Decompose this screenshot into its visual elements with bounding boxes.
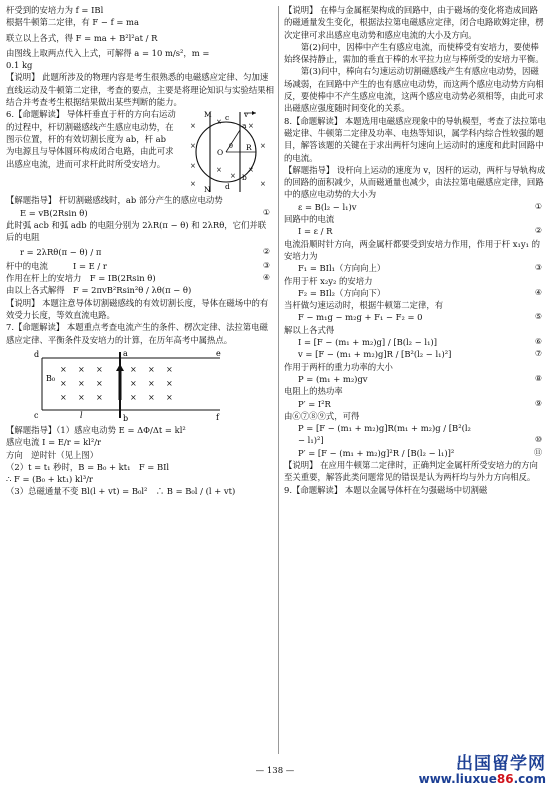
text-paragraph: 电流沿顺时针方向，两金属杆都要受到安培力作用，作用于杆 x₁y₁ 的安培力为 <box>284 238 540 261</box>
svg-text:×: × <box>78 392 85 402</box>
svg-text:×: × <box>216 118 222 127</box>
equation-r1: ε = B(l₂ − l₁)v ① <box>298 201 542 212</box>
rail-diagram <box>30 348 230 422</box>
figure-ring-circuit <box>180 108 272 194</box>
text-line: 解以上各式得 <box>284 324 335 335</box>
question-8-intro: 8.【命题解读】 本题选用电磁感应现象中的导轨模型，考查了法拉第电磁定律、牛顿第二定律及功率、电热等知识，属学科内综合性较强的题目，解答该题的关键在于求出两杆匀速向上运动时的速度和此时回路中的电流。 <box>284 115 546 163</box>
svg-text:×: × <box>130 378 137 388</box>
right-column <box>284 4 546 756</box>
equation-r10: P = [F − (m₁ + m₂)g]R(m₁ + m₂)g / [B²(l₂ <box>298 423 471 434</box>
page-number: — 138 — <box>255 766 295 776</box>
text-line: 作用于杆 x₂y₂ 的安培力 <box>284 275 373 286</box>
label-d: d <box>225 182 230 192</box>
text-line: 当杆做匀速运动时，根据牛顿第二定律，有 <box>284 300 444 311</box>
equation-r7: v = [F − (m₁ + m₂)g]R / [B²(l₂ − l₁)²] ⑦ <box>298 349 542 360</box>
label-c: c <box>225 113 230 123</box>
note-paragraph: 【说明】 在应用牛顿第二定律时，正确判定金属杆所受安培力的方向至关重要，解答此类问题常见的错误是认为两杆均与外力方向相反。 <box>284 459 538 483</box>
svg-text:×: × <box>148 392 155 402</box>
text-line: 0.1 kg <box>6 60 33 71</box>
svg-text:×: × <box>148 378 155 388</box>
svg-text:×: × <box>130 364 137 374</box>
svg-text:×: × <box>248 166 254 175</box>
svg-text:×: × <box>60 364 67 374</box>
equation-r5: F − m₁g − m₂g + F₁ − F₂ = 0 ⑤ <box>298 312 542 323</box>
svg-text:×: × <box>166 392 173 402</box>
equation-1: E = vB(2Rsin θ) ① <box>20 207 270 218</box>
label-e: e <box>216 348 221 358</box>
svg-text:×: × <box>190 142 196 151</box>
label-f: f <box>216 412 219 422</box>
svg-text:×: × <box>190 162 196 171</box>
left-column <box>6 4 274 766</box>
question-6-intro: 6.【命题解读】 导体杆垂直于杆的方向右运动的过程中，杆切割磁感线产生感应电动势，在图示位置，杆的有效切割长度为 ab，杆 ab 为电源且与导体圆环构成闭合电路，由此可求出感应电流，进而可求杆此时所受安培力。 <box>6 109 176 169</box>
note-paragraph: 【说明】 本题注意导体切割磁感线的有效切割长度，导体在磁场中的有效受力长度，等效直流电路。 <box>6 297 269 321</box>
column-divider <box>278 6 279 754</box>
equation-3: 杆中的电流 I = E / r ③ <box>6 260 270 271</box>
svg-text:×: × <box>260 180 266 189</box>
label-d: d <box>34 349 40 359</box>
svg-text:×: × <box>78 378 85 388</box>
svg-text:×: × <box>216 166 222 175</box>
text-line: 感应电流 I = E/r = kl²/r <box>6 437 102 448</box>
svg-text:×: × <box>248 122 254 131</box>
svg-text:×: × <box>230 172 236 181</box>
note-paragraph: 【说明】 此题所涉及的物理内容是考生很熟悉的电磁感应定律、匀加速直线运动及牛顿第二定律，考查的要点，主要是将理论知识与实验结果相结合并考查考生根据结果做出某些判断的能力。 <box>6 72 274 108</box>
equation-r2: I = ε / R ② <box>298 226 542 237</box>
svg-text:×: × <box>148 364 155 374</box>
label-a: a <box>123 348 128 358</box>
label-c: c <box>34 410 39 420</box>
svg-text:×: × <box>60 392 67 402</box>
note-paragraph: 【说明】 在棒与金属框架构成的回路中，由于磁场的变化将造成回路的磁通量发生变化，根据法拉第电磁感应定律，闭合电路欧姆定律，楞次定律可求出感应电动势和感应电流的大小及方向。 <box>284 5 544 40</box>
equation-r10-cont: − l₁)²] ⑩ <box>298 435 542 446</box>
text-line: （3）总磁通量不变 Bl(l + vt) = B₀l² ∴ B = B₀l / (l + vt) <box>6 486 236 497</box>
label-b: b <box>123 413 129 422</box>
label-N: N <box>204 185 211 195</box>
question-7-guide: 【解题指导】（1）感应电动势 E = ΔΦ/Δt = kl² <box>6 424 186 435</box>
equation-r6: I = [F − (m₁ + m₂)g] / [B(l₂ − l₁)] ⑥ <box>298 337 542 348</box>
svg-text:×: × <box>166 378 173 388</box>
svg-text:×: × <box>190 122 196 131</box>
svg-text:×: × <box>166 364 173 374</box>
ring-diagram <box>180 108 272 194</box>
text-line: 方向 逆时针（见上图） <box>6 449 99 460</box>
site-logo <box>419 755 546 786</box>
question-8-guide: 【解题指导】 设杆向上运动的速度为 v，因杆的运动，两杆与导轨构成的回路的面积减少，从而磁通量也减少，由法拉第电磁感应定律，回路中的感应电动势的大小为 <box>284 164 546 200</box>
text-paragraph: 第(2)问中，因棒中产生有感应电流，而使棒受有安培力，要使棒始终保持静止，需加的垂直于棒的水平拉力应与棒所受的安培力平衡。 <box>284 41 544 65</box>
svg-text:×: × <box>190 180 196 189</box>
text-line: 此时弧 acb 和弧 adb 的电阻分别为 2λR(π − θ) 和 2λRθ，它们并联后的电阻 <box>6 219 267 243</box>
text-line: 电阻上的热功率 <box>284 386 343 397</box>
svg-text:×: × <box>78 364 85 374</box>
label-B0: B₀ <box>46 373 56 383</box>
equation: 联立以上各式，得 F = ma + B²l²at / R <box>6 32 158 43</box>
equation-r3: F₁ = BIl₁（方向向上） ③ <box>298 263 542 274</box>
svg-text:×: × <box>96 378 103 388</box>
label-a: a <box>242 121 247 131</box>
equation-r4: F₂ = BIl₂（方向向下） ④ <box>298 287 542 298</box>
question-9-intro: 9.【命题解读】 本题以金属导体杆在匀强磁场中切割磁 <box>284 484 488 495</box>
logo-url: www.liuxue86.com <box>418 772 546 786</box>
figure-rail-field <box>30 348 230 422</box>
text-line: （2）t = t₁ 秒时，B = B₀ + kt₁ F = BIl <box>6 461 170 472</box>
label-M: M <box>204 110 212 120</box>
equation-5: 由以上各式解得 F = 2πvB²Rsin²θ / λθ(π − θ) <box>6 285 192 296</box>
label-O: O <box>217 148 224 158</box>
question-6-guide: 【解题指导】 杆切割磁感线时，ab 部分产生的感应电动势 <box>6 195 223 206</box>
label-b: b <box>242 173 247 183</box>
equation-4: 作用在杆上的安培力 F = IB(2Rsin θ) ④ <box>6 273 270 284</box>
text-line: 根据牛顿第二定律，有 F − f = ma <box>6 17 139 28</box>
equation-2: r = 2λRθ(π − θ) / π ② <box>20 246 270 257</box>
svg-text:×: × <box>96 364 103 374</box>
text-line: ∴ F = (B₀ + kt₁) kl³/r <box>6 474 93 485</box>
label-R: R <box>246 143 252 153</box>
text-line: 作用于两杆的重力功率的大小 <box>284 361 393 372</box>
logo-text: 出国留学网 <box>456 754 546 774</box>
label-v: v <box>244 110 249 120</box>
text-line: 回路中的电流 <box>284 214 335 225</box>
equation-r8: P = (m₁ + m₂)gv ⑧ <box>298 373 542 384</box>
question-7-intro: 7.【命题解读】 本题重点考查电流产生的条件、楞次定律、法拉第电磁感应定律、平衡条件及安培力的计算，在历年高考中属热点。 <box>6 322 268 345</box>
equation-r11: P′ = [F − (m₁ + m₂)g]²R / [B(l₂ − l₁)]² ⑪ <box>298 447 542 458</box>
equation-r9: P′ = I²R ⑨ <box>298 398 542 409</box>
label-l: l <box>80 410 83 420</box>
text-line: 由图线上取两点代入上式，可解得 a = 10 m/s²，m = <box>6 47 210 58</box>
text-paragraph: 第(3)问中，棒向右匀速运动切割磁感线产生有感应电动势，因磁场减弱，在回路中产生的也有感应电动势，而这两个感应电动势方向相反，要使棒中不产生感应电流，这两个感应电动势必须相等，由此可求出磁感应强度随时间变化的关系。 <box>284 66 544 114</box>
svg-text:×: × <box>96 392 103 402</box>
text-line: 杆受到的安培力为 f = IBl <box>6 5 104 15</box>
label-theta: θ <box>229 142 233 151</box>
svg-text:×: × <box>60 378 67 388</box>
text-line: 由⑥⑦⑧⑨式，可得 <box>284 410 360 421</box>
svg-text:×: × <box>260 142 266 151</box>
svg-text:×: × <box>130 392 137 402</box>
